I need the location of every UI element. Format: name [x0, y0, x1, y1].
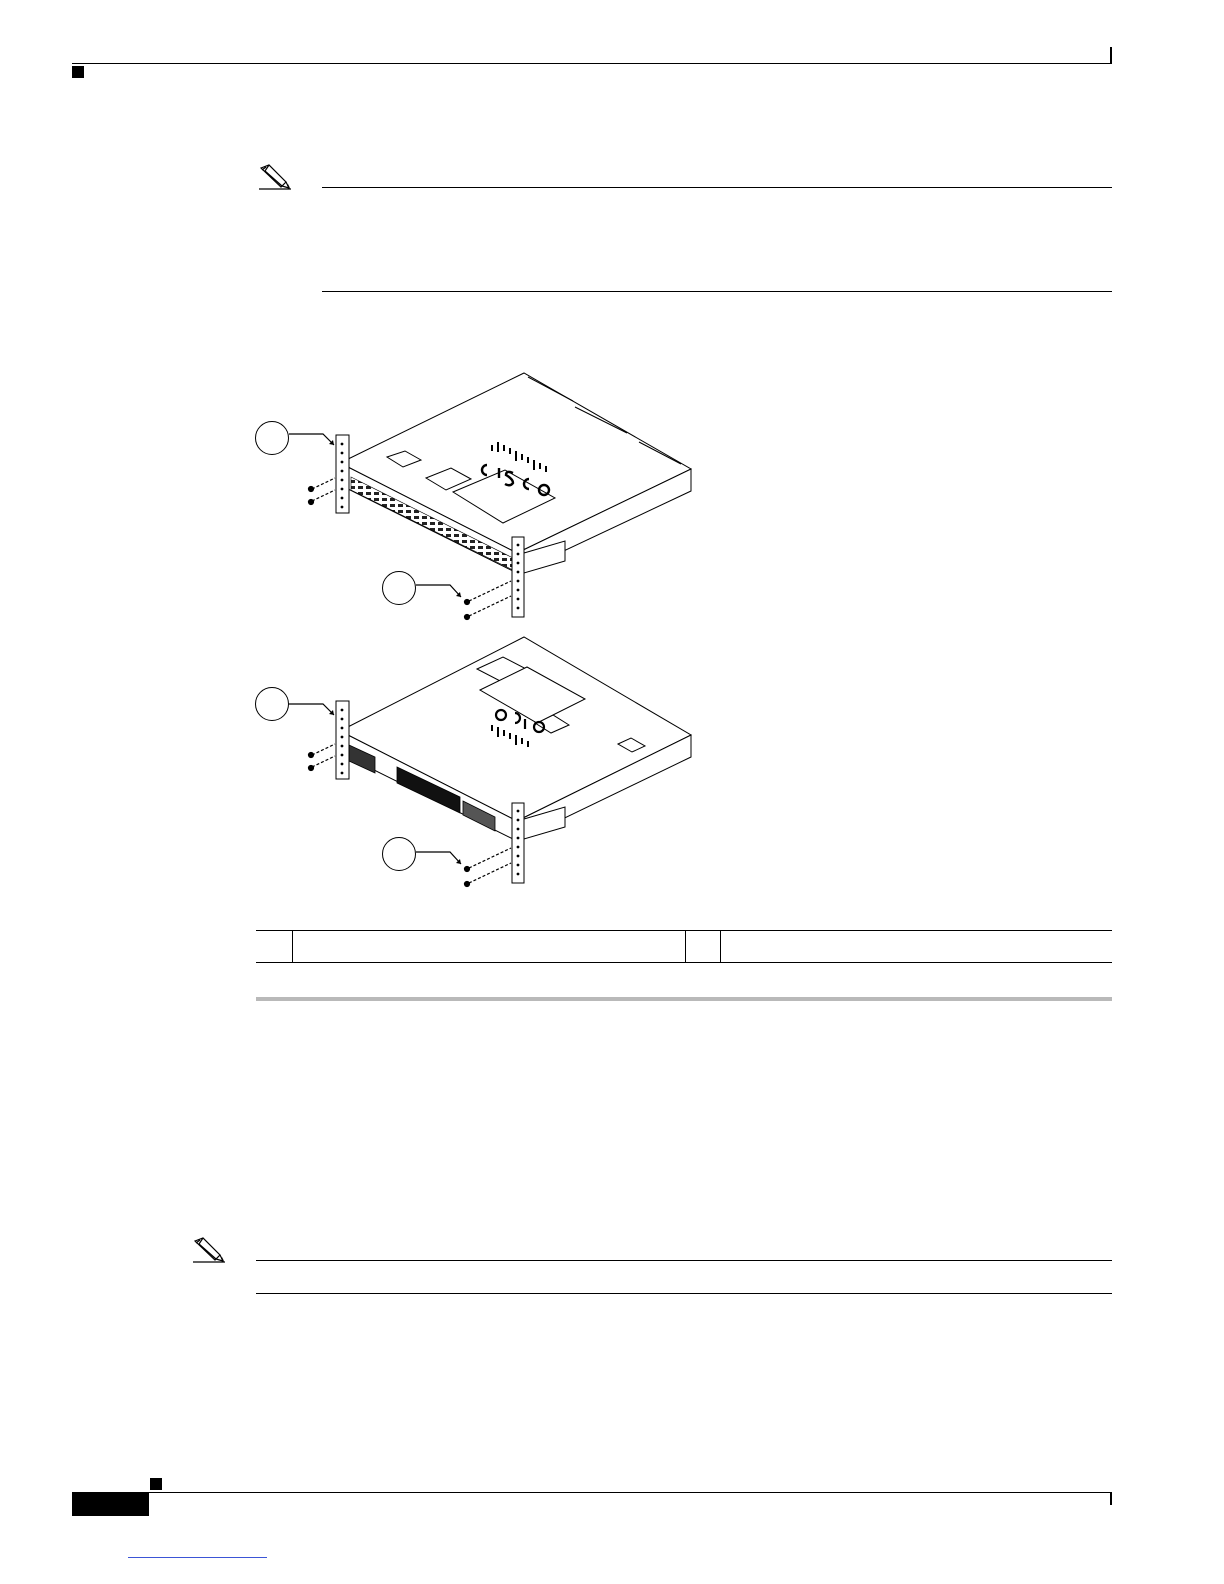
footer-link-underline[interactable]	[128, 1557, 267, 1558]
rack-mount-illustration	[245, 365, 715, 905]
table-divider	[720, 930, 721, 962]
note-1-bottom-rule	[322, 291, 1112, 292]
note-pencil-icon	[190, 1235, 226, 1263]
table-divider	[685, 930, 686, 962]
table-top-rule	[256, 930, 1112, 931]
callout-circle	[255, 421, 289, 455]
note-2-top-rule	[256, 1260, 1112, 1261]
table-divider	[292, 930, 293, 962]
footer-edge-tick	[1110, 1493, 1112, 1505]
footer-rule	[72, 1492, 1112, 1493]
header-edge-tick	[1110, 47, 1112, 63]
note-pencil-icon	[256, 162, 292, 190]
section-end-rule	[256, 997, 1112, 1001]
table-bottom-rule	[256, 962, 1112, 963]
header-rule	[72, 63, 1112, 64]
callout-circle	[255, 687, 289, 721]
header-marker	[72, 66, 84, 78]
footer-page-block	[72, 1493, 149, 1516]
callout-circle	[382, 571, 416, 605]
note-1-top-rule	[322, 187, 1112, 188]
note-2-bottom-rule	[256, 1293, 1112, 1294]
footer-marker	[150, 1478, 162, 1490]
front-left-bracket	[336, 435, 349, 513]
front-right-bracket	[512, 537, 565, 617]
callout-circle	[382, 837, 416, 871]
